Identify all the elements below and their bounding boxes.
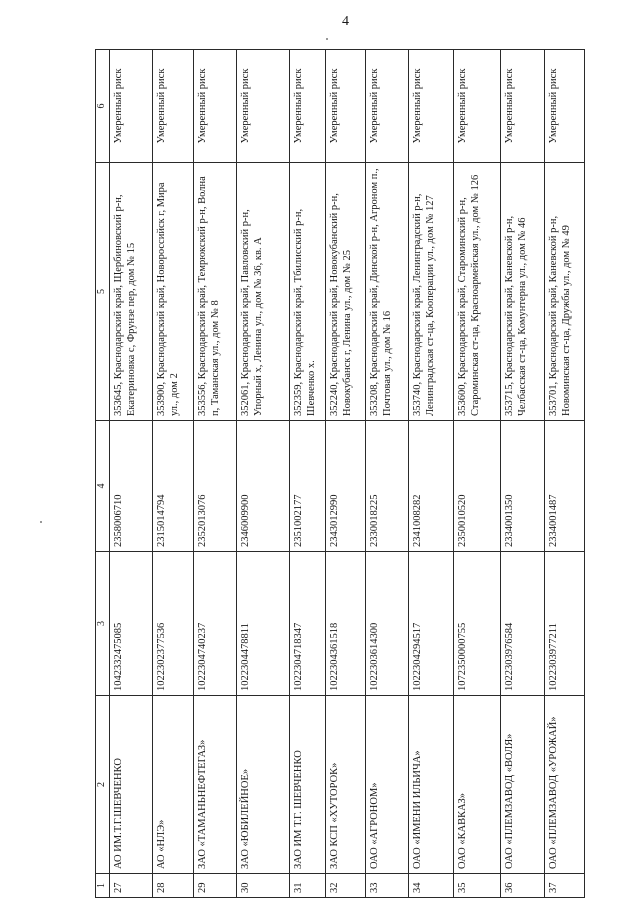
row-number: 33: [365, 874, 408, 898]
column-header: 3: [96, 552, 110, 696]
organization-name: ОАО «АГРОНОМ»: [365, 696, 408, 874]
address-cell: 353645, Краснодарский край, Щербиновский р-н, Екатериновка с, Фрунзе пер, дом № 15: [109, 163, 152, 421]
address-cell: 353740, Краснодарский край, Ленинградский р-н, Ленинградская ст-ца, Кооперации ул., дом № 127: [408, 163, 453, 421]
organization-name: АО «НЛЭ»: [152, 696, 193, 874]
risk-category: Умеренный риск: [365, 50, 408, 163]
column-header: 4: [96, 421, 110, 552]
inn-cell: 2330018225: [365, 421, 408, 552]
risk-category: Умеренный риск: [544, 50, 584, 163]
organization-name: ЗАО КСП «ХУТОРОК»: [325, 696, 365, 874]
table-row: [453, 50, 500, 898]
ogrn-cell: 1022303977211: [544, 552, 584, 696]
table-row: [500, 50, 544, 898]
risk-category: Умеренный риск: [453, 50, 500, 163]
row-number: 28: [152, 874, 193, 898]
row-number: 27: [109, 874, 152, 898]
address-cell: 353600, Краснодарский край, Староминский р-н, Староминская ст-ца, Красноармейская ул., дом № 126: [453, 163, 500, 421]
ogrn-cell: 1022302377536: [152, 552, 193, 696]
column-header: 1: [96, 874, 110, 898]
risk-category: Умеренный риск: [236, 50, 289, 163]
organization-name: ЗАО «ТАМАНЬНЕФТЕГАЗ»: [193, 696, 236, 874]
table-row: [289, 50, 325, 898]
row-number: 29: [193, 874, 236, 898]
table-row: [236, 50, 289, 898]
address-cell: 353556, Краснодарский край, Темрюкский р-н, Волна п, Таманская ул., дом № 8: [193, 163, 236, 421]
organization-name: ЗАО ИМ Т.Г. ШЕВЧЕНКО: [289, 696, 325, 874]
organization-name: ОАО «ПЛЕМЗАВОД «УРОЖАЙ»: [544, 696, 584, 874]
organization-name: ОАО «ИМЕНИ ИЛЬИЧА»: [408, 696, 453, 874]
table-row: [325, 50, 365, 898]
address-cell: 352240, Краснодарский край, Новокубанский р-н, Новокубанск г, Ленина ул., дом № 25: [325, 163, 365, 421]
row-number: 30: [236, 874, 289, 898]
ogrn-cell: 1022304294517: [408, 552, 453, 696]
scan-speck: [40, 521, 42, 523]
row-number: 36: [500, 874, 544, 898]
table-row: [408, 50, 453, 898]
table-row: [365, 50, 408, 898]
address-cell: 353701, Краснодарский край, Каневской р-н, Новоминская ст-ца, Дружбы ул., дом № 49: [544, 163, 584, 421]
address-cell: 352359, Краснодарский край, Тбилисский р-н, Шевченко х.: [289, 163, 325, 421]
risk-category: Умеренный риск: [193, 50, 236, 163]
column-header: 6: [96, 50, 110, 163]
risk-category: Умеренный риск: [109, 50, 152, 163]
table-row: [193, 50, 236, 898]
address-cell: 353900, Краснодарский край, Новороссийск г, Мира ул., дом 2: [152, 163, 193, 421]
row-number: 34: [408, 874, 453, 898]
inn-cell: 2343012990: [325, 421, 365, 552]
table-row: [109, 50, 152, 898]
risk-category: Умеренный риск: [152, 50, 193, 163]
organization-name: ЗАО «ЮБИЛЕЙНОЕ»: [236, 696, 289, 874]
organizations-table: [95, 49, 585, 898]
risk-category: Умеренный риск: [408, 50, 453, 163]
risk-category: Умеренный риск: [325, 50, 365, 163]
risk-category: Умеренный риск: [289, 50, 325, 163]
scan-speck: [326, 38, 328, 40]
address-cell: 353208, Краснодарский край, Динской р-н, Агроном п., Почтовая ул., дом № 16: [365, 163, 408, 421]
ogrn-cell: 1022303976584: [500, 552, 544, 696]
column-header: 2: [96, 696, 110, 874]
organization-name: ОАО «КАВКАЗ»: [453, 696, 500, 874]
row-number: 37: [544, 874, 584, 898]
row-number: 31: [289, 874, 325, 898]
ogrn-cell: 1022304740237: [193, 552, 236, 696]
inn-cell: 2352013076: [193, 421, 236, 552]
ogrn-cell: 1072350000755: [453, 552, 500, 696]
ogrn-cell: 1022304718347: [289, 552, 325, 696]
ogrn-cell: 1022304361518: [325, 552, 365, 696]
table-row: [544, 50, 584, 898]
inn-cell: 2358006710: [109, 421, 152, 552]
inn-cell: 2346009900: [236, 421, 289, 552]
inn-cell: 2341008282: [408, 421, 453, 552]
address-cell: 353715, Краснодарский край, Каневской р-н, Челбасская ст-ца, Комунтерна ул., дом № 46: [500, 163, 544, 421]
inn-cell: 2334001350: [500, 421, 544, 552]
organization-name: АО ИМ.Т.Г.ШЕВЧЕНКО: [109, 696, 152, 874]
address-cell: 352061, Краснодарский край, Павловский р-н, Упорный х, Ленина ул., дом № 36, кв. А: [236, 163, 289, 421]
page-number: 4: [342, 14, 349, 29]
ogrn-cell: 1042332475085: [109, 552, 152, 696]
row-number: 32: [325, 874, 365, 898]
table-row: [152, 50, 193, 898]
risk-category: Умеренный риск: [500, 50, 544, 163]
row-number: 35: [453, 874, 500, 898]
column-header: 5: [96, 163, 110, 421]
ogrn-cell: 1022303614300: [365, 552, 408, 696]
inn-cell: 2350010520: [453, 421, 500, 552]
table-header-row: [96, 50, 110, 898]
rotated-table-wrapper: [95, 50, 572, 898]
inn-cell: 2315014794: [152, 421, 193, 552]
inn-cell: 2351002177: [289, 421, 325, 552]
ogrn-cell: 1022304478811: [236, 552, 289, 696]
inn-cell: 2334001487: [544, 421, 584, 552]
organization-name: ОАО «ПЛЕМЗАВОД «ВОЛЯ»: [500, 696, 544, 874]
